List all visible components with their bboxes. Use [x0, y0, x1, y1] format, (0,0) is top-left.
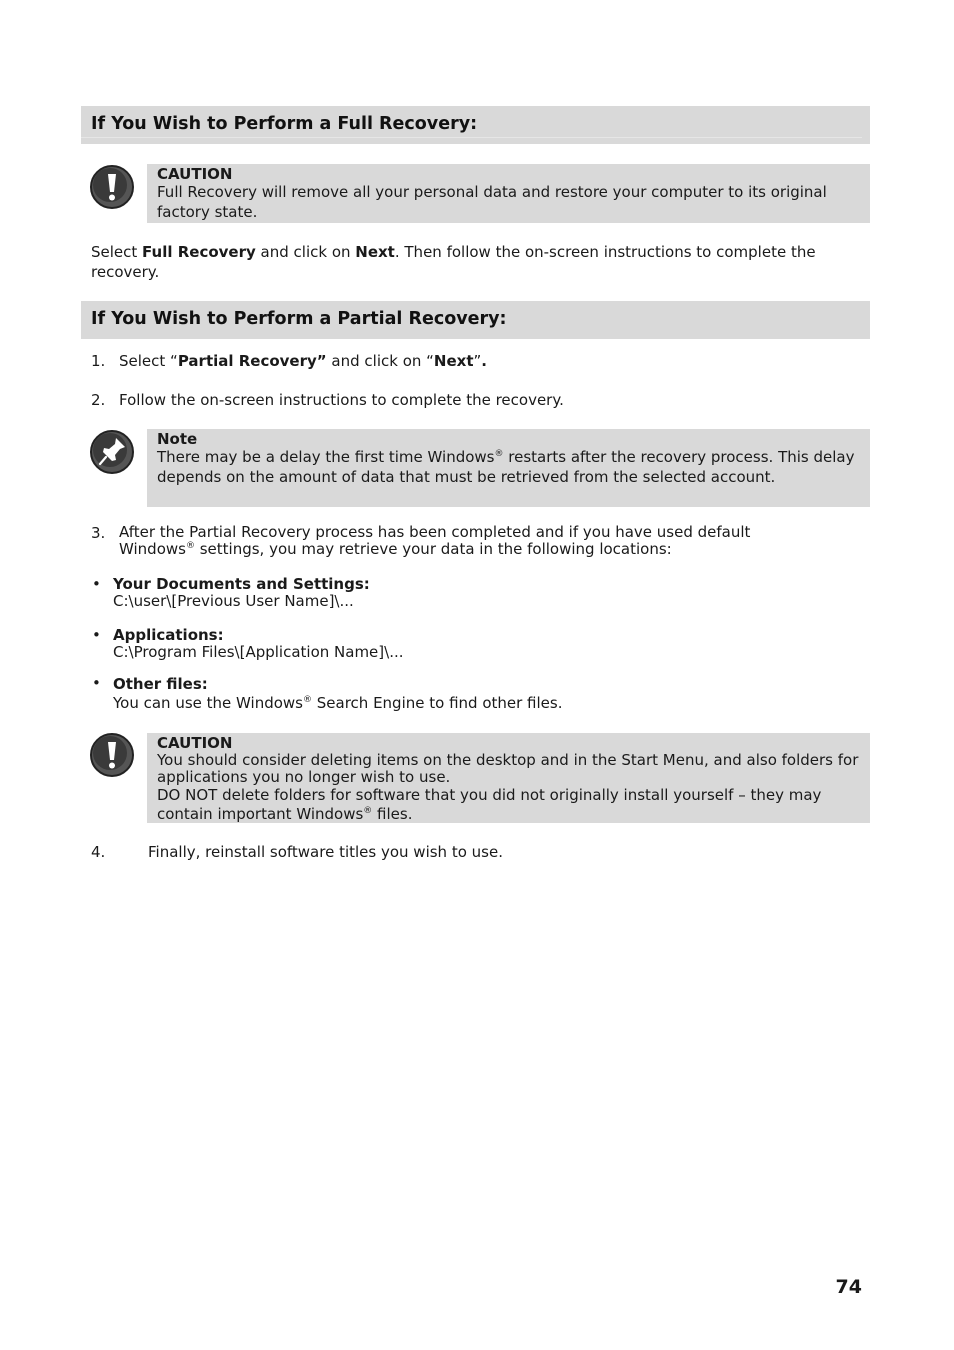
step-4-text: Finally, reinstall software titles you wish to use.: [148, 843, 503, 861]
step-3-text: After the Partial Recovery process has been completed and if you have used default Windows® settings, you may retrieve your data in the following locations:: [119, 523, 751, 558]
note-title: Note: [157, 430, 198, 448]
step-1-number: 1.: [91, 352, 106, 370]
exclamation-icon: [89, 164, 135, 210]
caution-text: You should consider deleting items on the desktop and in the Start Menu, and also folders for applications you no longer wish to use.: [157, 751, 859, 786]
bullet-symbol: •: [92, 626, 101, 644]
note-box: [147, 429, 870, 507]
bullet-symbol: •: [92, 575, 101, 593]
partial-recovery-heading: If You Wish to Perform a Partial Recovery:: [81, 301, 870, 339]
caution-box: [147, 164, 870, 223]
caution-title: CAUTION: [157, 734, 233, 752]
step-4-number: 4.: [91, 843, 106, 861]
list-item: Your Documents and Settings: C:\user\[Previous User Name]\...: [113, 575, 370, 610]
step-2-number: 2.: [91, 391, 106, 409]
list-item: Other files: You can use the Windows® Search Engine to find other files.: [113, 675, 563, 712]
full-recovery-heading: If You Wish to Perform a Full Recovery:: [81, 106, 870, 144]
list-item: Applications: C:\Program Files\[Application Name]\...: [113, 626, 404, 661]
caution-box: [147, 733, 870, 823]
note-text: There may be a delay the first time Windows® restarts after the recovery process. This delay depends on the amount of data that must be retrieved from the selected account.: [157, 448, 855, 486]
step-1-text: Select “Partial Recovery” and click on “Next”.: [119, 352, 487, 370]
pushpin-icon: [89, 429, 135, 475]
caution-title: CAUTION: [157, 165, 233, 183]
caution-text: DO NOT delete folders for software that you did not originally install yourself – they may contain important Windows® files.: [157, 786, 822, 823]
exclamation-icon: [89, 732, 135, 778]
page-number: 74: [835, 1276, 862, 1298]
step-3-number: 3.: [91, 524, 106, 542]
step-2-text: Follow the on-screen instructions to complete the recovery.: [119, 391, 564, 409]
full-recovery-instructions: Select Full Recovery and click on Next. Then follow the on-screen instructions to complete the recovery.: [91, 243, 816, 281]
bullet-symbol: •: [92, 674, 101, 692]
caution-text: Full Recovery will remove all your personal data and restore your computer to its original factory state.: [157, 183, 827, 221]
